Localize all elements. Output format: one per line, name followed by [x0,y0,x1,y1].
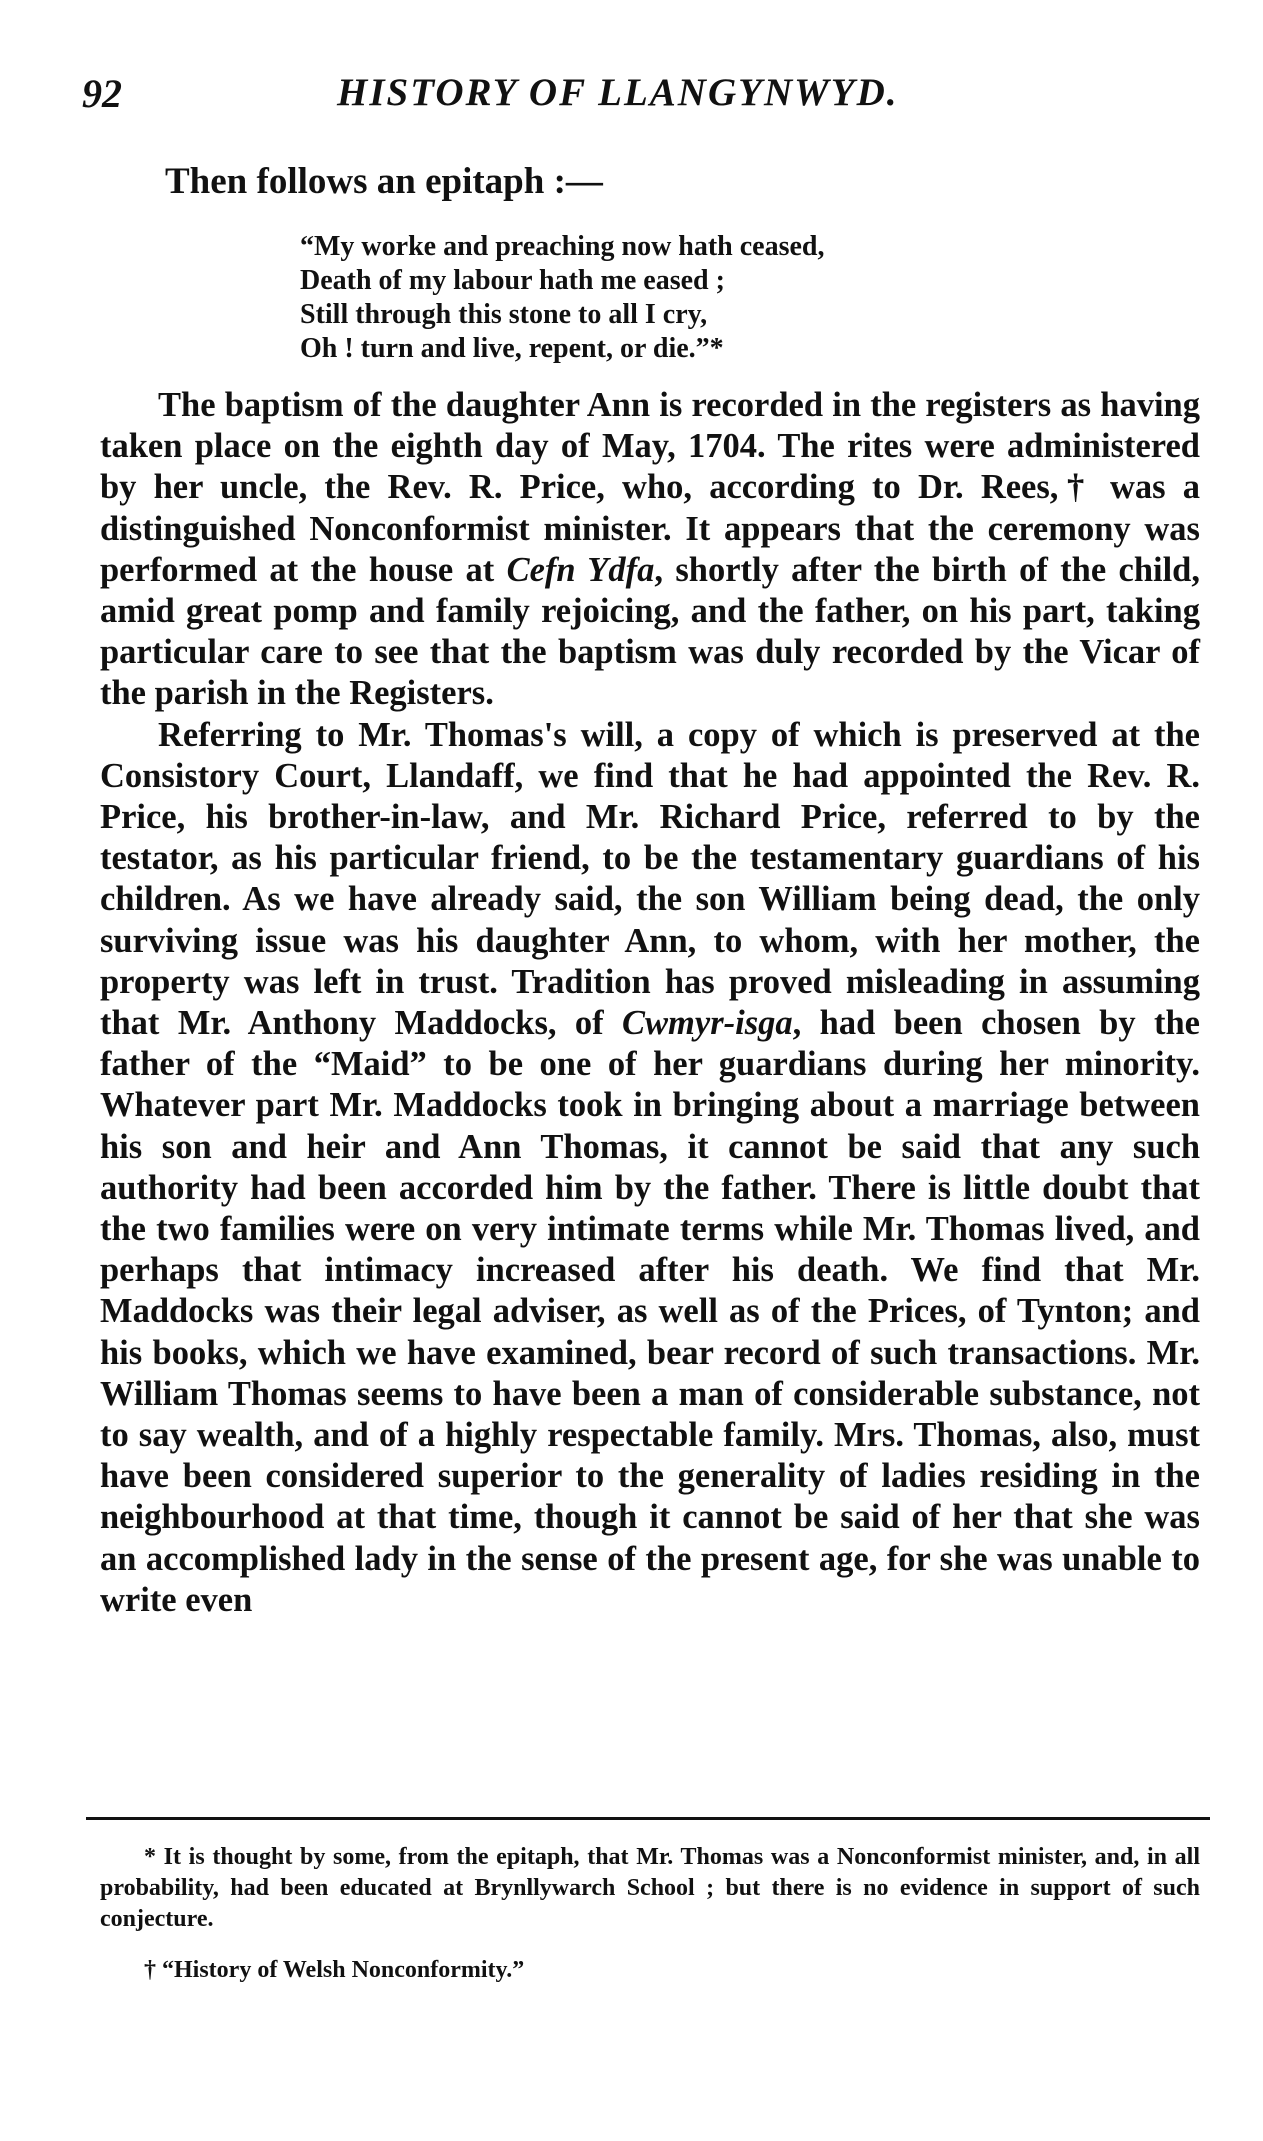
paragraph-text: Referring to Mr. Thomas's will, a copy of which is preserved at the Consistory Court, Llandaff, we find that he had appointed the Rev. R. Price, his brother-in-law, and Mr. Richard Price, referred to by the testator, as his particular friend, to be the testamentary guardians of his children. As we have already said, the son William being dead, the only surviving issue was his daughter Ann, to whom, with her mother, the property was left in trust. Tradition has proved misleading in assuming that Mr. Anthony Maddocks, of [100,715,1200,1043]
place-name: Cwmyr-isga [622,1004,793,1043]
body-text [100,385,1200,1621]
running-title: HISTORY OF LLANGYNWYD. [337,71,899,114]
epitaph-intro: Then follows an epitaph :— [165,161,603,202]
paragraph-text: , shortly after the birth of the child, amid great pomp and family rejoicing, and the father, on his part, taking particular care to see that the baptism was duly recorded by the Vicar of the parish in the Registers. [100,550,1200,713]
paragraph-text: , had been chosen by the father of the “Maid” to be one of her guardians during her minority. Whatever part Mr. Maddocks took in bringing about a marriage between his son and heir and Ann Thomas, it cannot be said that any such authority had been accorded him by the father. There is little doubt that the two families were on very intimate terms while Mr. Thomas lived, and perhaps that intimacy increased after his death. We find that Mr. Maddocks was their legal adviser, as well as of the Prices, of Tynton; and his books, which we have examined, bear record of such transactions. Mr. William Thomas seems to have been a man of considerable substance, not to say wealth, and of a highly respectable family. Mrs. Thomas, also, must have been considered superior to the generality of ladies residing in the neighbourhood at that time, though it cannot be said of her that she was an accomplished lady in the sense of the present age, for she was unable to write even [100,1004,1200,1619]
epitaph-line: “My worke and preaching now hath ceased, [300,231,825,262]
paragraph-text: The baptism of the daughter Ann is recorded in the registers as having taken place on the eighth day of May, 1704. The rites were administered by her uncle, the Rev. R. Price, who, according to Dr. Rees,† was a distinguished Nonconformist minister. It appears that the ceremony was performed at the house at [100,386,1200,589]
page-number: 92 [82,71,122,116]
paragraph-will [100,715,1200,1621]
footnote: † “History of Welsh Nonconformity.” [144,1957,525,1983]
paragraph-baptism [100,385,1200,715]
epitaph [300,230,825,366]
epitaph-line: Still through this stone to all I cry, [300,299,708,330]
page-header [82,70,1022,130]
footnote-divider [86,1817,1210,1820]
footnotes [100,1842,1200,1986]
epitaph-line: Oh ! turn and live, repent, or die.”* [300,333,724,364]
epitaph-line: Death of my labour hath me eased ; [300,265,725,296]
place-name: Cefn Ydfa [506,550,655,589]
footnote: * It is thought by some, from the epitaph, that Mr. Thomas was a Nonconformist minister, and, in all probability, had been educated at Brynllywarch School ; but there is no evidence in support of such conjecture. [100,1844,1200,1932]
